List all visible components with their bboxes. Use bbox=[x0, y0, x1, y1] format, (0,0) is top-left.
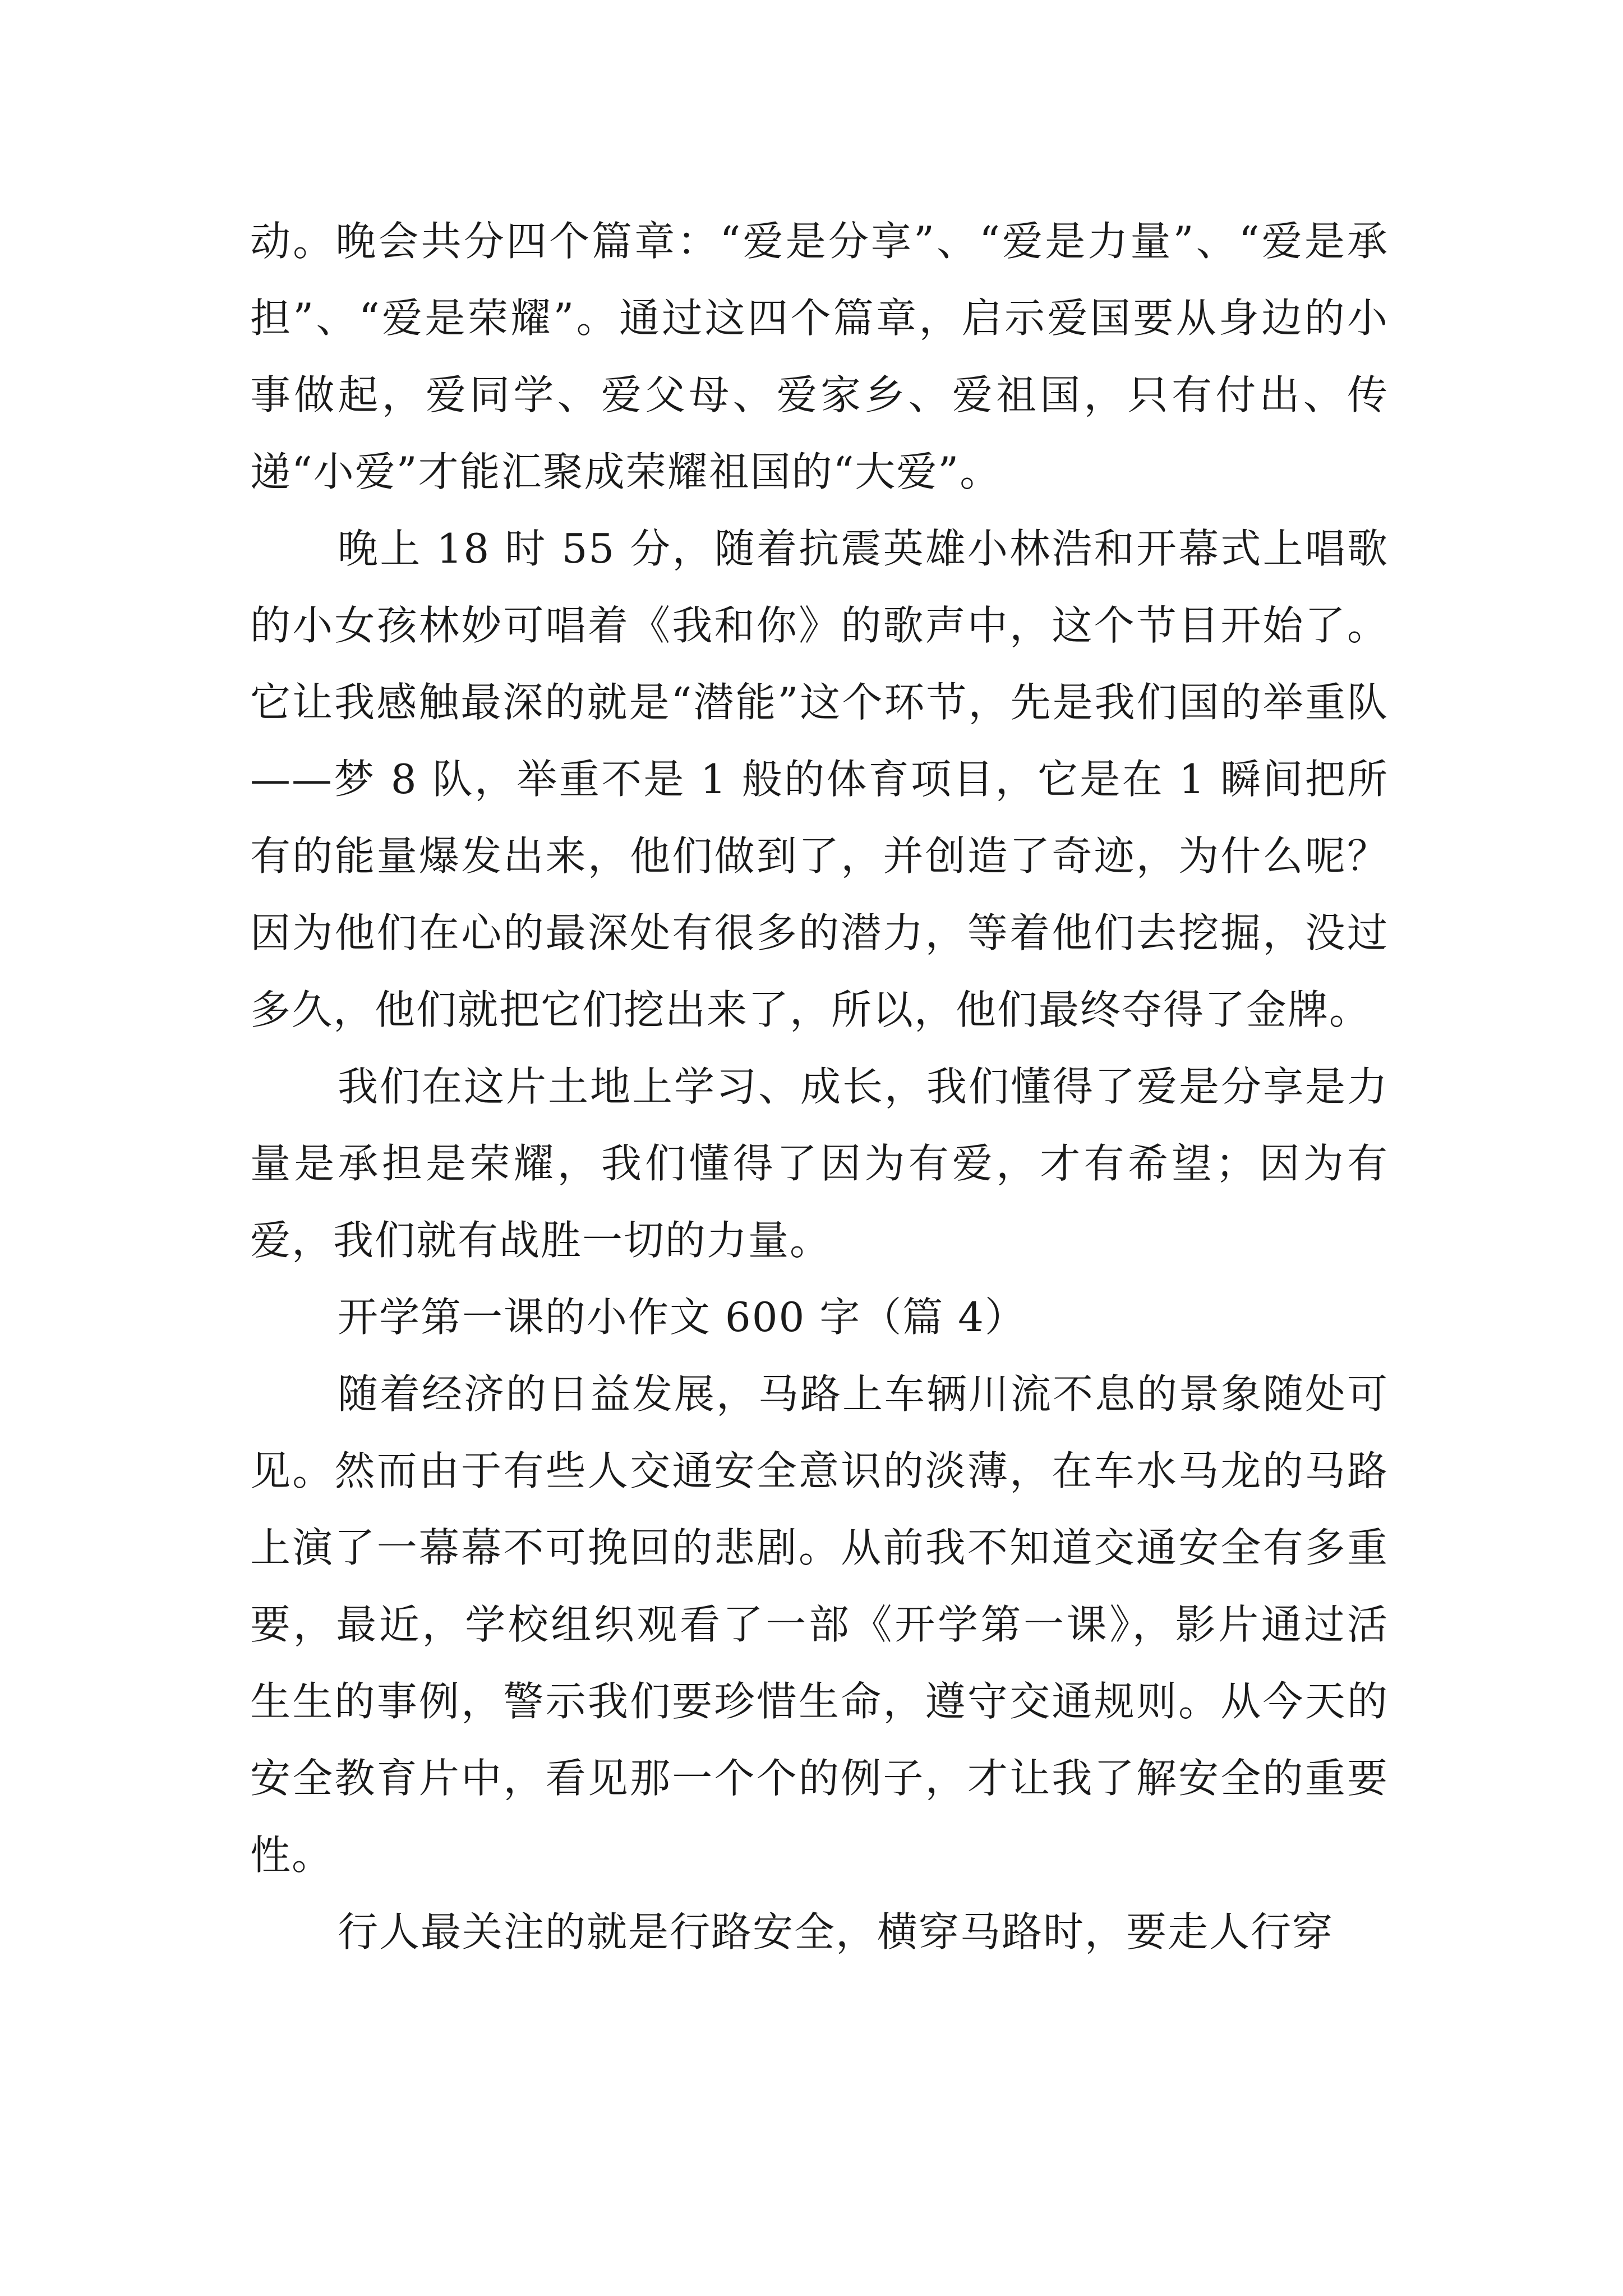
section-heading: 开学第一课的小作文 600 字（篇 4） bbox=[338, 1294, 1026, 1341]
paragraph-4: 随着经济的日益发展，马路上车辆川流不息的景象随处可见。然而由于有些人交通安全意识的淡薄，在车水马龙的马路上演了一幕幕不可挽回的悲剧。从前我不知道交通安全有多重要，最近，学校组织观看了一部《开学第一课》，影片通过活生生的事例，警示我们要珍惜生命，遵守交通规则。从今天的安全教育片中，看见那一个个的例子，才让我了解安全的重要性。 bbox=[250, 1370, 1389, 1879]
paragraph-2: 晚上 18 时 55 分，随着抗震英雄小林浩和开幕式上唱歌的小女孩林妙可唱着《我和你》的歌声中，这个节目开始了。它让我感触最深的就是“潜能”这个环节，先是我们国的举重队——梦 8 队，举重不是 1 般的体育项目，它是在 1 瞬间把所有的能量爆发出来，他们做到了，并创造了奇迹，为什么呢？因为他们在心的最深处有很多的潜力，等着他们去挖掘，没过多久，他们就把它们挖出来了，所以，他们最终夺得了金牌。 bbox=[250, 525, 1389, 1033]
paragraph-5: 行人最关注的就是行路安全，横穿马路时，要走人行穿 bbox=[338, 1908, 1334, 1955]
paragraph-1: 动。晚会共分四个篇章：“爱是分享”、“爱是力量”、“爱是承担”、“爱是荣耀”。通过这四个篇章，启示爱国要从身边的小事做起，爱同学、爱父母、爱家乡、爱祖国，只有付出、传递“小爱”才能汇聚成荣耀祖国的“大爱”。 bbox=[250, 218, 1389, 495]
body-text bbox=[250, 203, 1389, 1971]
paragraph-3: 我们在这片土地上学习、成长，我们懂得了爱是分享是力量是承担是荣耀，我们懂得了因为有爱，才有希望；因为有爱，我们就有战胜一切的力量。 bbox=[250, 1063, 1389, 1264]
